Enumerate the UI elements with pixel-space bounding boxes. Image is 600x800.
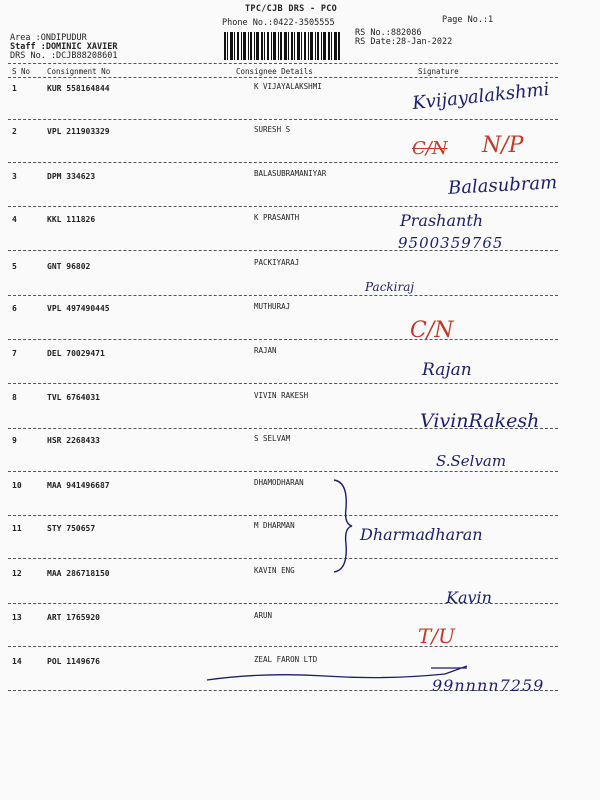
row-consignment: MAA 941496687 xyxy=(47,481,110,490)
row-divider xyxy=(8,646,558,647)
col-consignment: Consignment No xyxy=(47,67,111,76)
phone-number: Phone No.:0422-3505555 xyxy=(222,18,335,28)
phone-note-14: 99nnnn7259 xyxy=(432,676,545,695)
signature-1: Kvijayalakshmi xyxy=(411,78,551,115)
row-divider xyxy=(8,206,558,207)
row-divider xyxy=(8,162,558,163)
brace-mark xyxy=(330,478,356,574)
row-sno: 3 xyxy=(12,172,17,181)
row-consignment: VPL 211903329 xyxy=(47,127,110,136)
rs-number: RS No.:882086 xyxy=(355,28,422,38)
sheet-title: TPC/CJB DRS - PCO xyxy=(245,4,338,14)
row-consignee: BALASUBRAMANIYAR xyxy=(254,169,327,178)
signature-10-11: Dharmadharan xyxy=(360,525,483,544)
row-consignee: RAJAN xyxy=(254,346,277,355)
row-divider xyxy=(8,339,558,340)
row-sno: 1 xyxy=(12,84,17,93)
row-consignee: DHAMODHARAN xyxy=(254,478,304,487)
row-divider xyxy=(8,558,558,559)
row-consignee: SURESH S xyxy=(254,125,291,134)
signature-12: Kavin xyxy=(446,588,492,607)
row-consignee: KAVIN ENG xyxy=(254,566,295,575)
row-sno: 4 xyxy=(12,215,17,224)
row-consignee: K PRASANTH xyxy=(254,213,300,222)
area-label: Area :ONDIPUDUR xyxy=(10,33,87,43)
row-divider xyxy=(8,383,558,384)
page-number: Page No.:1 xyxy=(442,15,494,25)
col-signature: Signature xyxy=(418,67,459,76)
row-consignment: GNT 96802 xyxy=(47,262,91,271)
row-consignment: KKL 111826 xyxy=(47,215,96,224)
signature-9: S.Selvam xyxy=(436,452,507,470)
signature-4: Prashanth xyxy=(400,211,484,230)
row-divider xyxy=(8,471,558,472)
row-consignee: M DHARMAN xyxy=(254,521,295,530)
row-consignee: PACKIYARAJ xyxy=(254,258,300,267)
row-consignment: DPM 334623 xyxy=(47,172,96,181)
phone-note: 9500359765 xyxy=(398,234,504,252)
row-sno: 11 xyxy=(12,524,22,533)
row-consignment: ART 1765920 xyxy=(47,613,100,622)
drs-number: DRS No. :DCJB88208601 xyxy=(10,51,118,61)
row-consignment: KUR 558164844 xyxy=(47,84,110,93)
row-sno: 5 xyxy=(12,262,17,271)
row-sno: 7 xyxy=(12,349,17,358)
row-divider xyxy=(8,515,558,516)
staff-label: Staff :DOMINIC XAVIER xyxy=(10,42,118,52)
row-consignment: VPL 497490445 xyxy=(47,304,110,313)
row-sno: 9 xyxy=(12,436,17,445)
rs-date: RS Date:28-Jan-2022 xyxy=(355,37,453,47)
row-sno: 12 xyxy=(12,569,22,578)
barcode xyxy=(224,32,341,60)
row-sno: 10 xyxy=(12,481,22,490)
row-divider xyxy=(8,295,558,296)
row-consignee: S SELVAM xyxy=(254,434,291,443)
signature-7: Rajan xyxy=(422,360,472,380)
row-consignment: STY 750657 xyxy=(47,524,96,533)
row-consignment: DEL 70029471 xyxy=(47,349,105,358)
signature-5: Packiraj xyxy=(365,280,415,294)
row-divider xyxy=(8,119,558,120)
row-consignee: K VIJAYALAKSHMI xyxy=(254,82,322,91)
row-consignment: TVL 6764031 xyxy=(47,393,100,402)
row-consignee: MUTHURAJ xyxy=(254,302,291,311)
header-rule xyxy=(8,63,558,64)
row-sno: 2 xyxy=(12,127,17,136)
strike-mark: C/N xyxy=(412,138,448,159)
header-rule-bottom xyxy=(8,77,558,78)
signature-3: Balasubram xyxy=(447,172,558,199)
row-consignment: POL 1149676 xyxy=(47,657,100,666)
row-consignment: HSR 2268433 xyxy=(47,436,100,445)
row-consignee: ARUN xyxy=(254,611,273,620)
tu-mark: T/U xyxy=(418,624,455,648)
row-sno: 6 xyxy=(12,304,17,313)
col-sno: S No xyxy=(12,67,31,76)
signature-8: VivinRakesh xyxy=(420,410,540,432)
row-consignee: VIVIN RAKESH xyxy=(254,391,309,400)
row-consignee: ZEAL FARON LTD xyxy=(254,655,318,664)
row-sno: 14 xyxy=(12,657,22,666)
row-sno: 13 xyxy=(12,613,22,622)
not-present-mark: N/P xyxy=(482,133,524,158)
row-consignment: MAA 286718150 xyxy=(47,569,110,578)
row-sno: 8 xyxy=(12,393,17,402)
cn-mark: C/N xyxy=(410,318,454,343)
col-consignee: Consignee Details xyxy=(236,67,313,76)
